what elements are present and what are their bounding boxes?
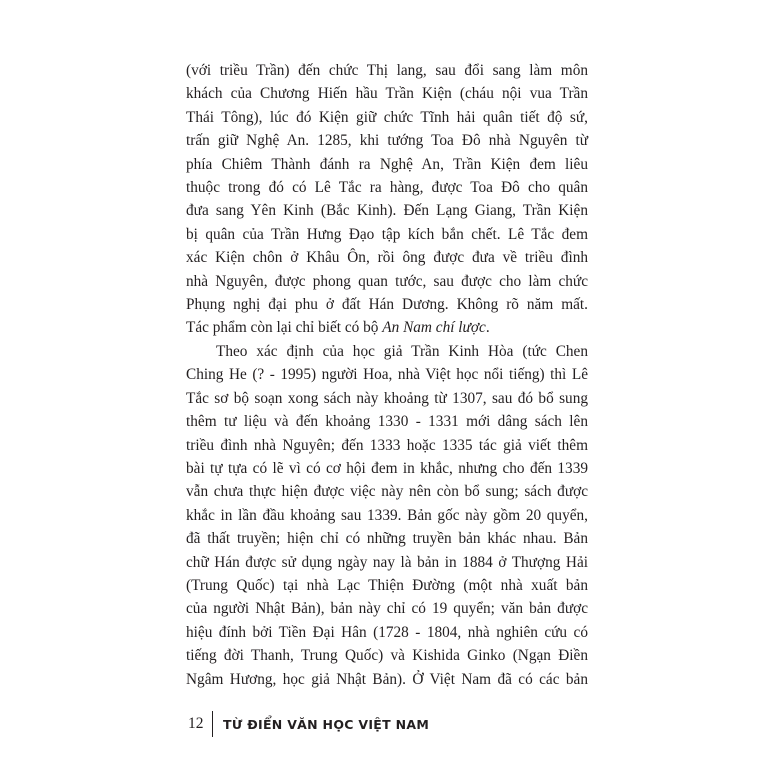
text-line: đưa sang Yên Kinh (Bắc Kinh). Đến Lạng Giang, Trần Kiện: [186, 202, 588, 220]
text-line: khắc in lần đầu khoảng sau 1339. Bản gốc này gồm 20 quyển,: [186, 506, 588, 524]
text-line: trấn giữ Nghệ An. 1285, khi tướng Toa Đô nhà Nguyên từ: [186, 132, 588, 150]
page-footer: [188, 711, 429, 737]
book-title-italic: An Nam chí lược: [382, 319, 486, 337]
paragraph-1: [186, 59, 588, 340]
text-line: khách của Chương Hiến hầu Trần Kiện (cháu nội vua Trần: [186, 85, 588, 103]
text-line: triều đình nhà Nguyên; đến 1333 hoặc 1335 tác giả viết thêm: [186, 436, 588, 454]
text-line: hiệu đính bởi Tiền Đại Hân (1728 - 1804, nhà nghiên cứu có: [186, 623, 588, 641]
text-line: Tắc sơ bộ soạn xong sách này khoảng từ 1307, sau đó bổ sung: [186, 389, 588, 407]
page-number: 12: [188, 715, 204, 732]
text-line: xác Kiện chôn ở Khâu Ôn, rồi ông được đưa về triều đình: [186, 249, 588, 267]
text-fragment: Tác phẩm còn lại chỉ biết có bộ: [186, 319, 383, 337]
text-line: đã thất truyền; hiện chỉ có những truyền bản khác nhau. Bản: [186, 530, 588, 548]
text-line: Ngâm Hương, học giả Nhật Bản). Ở Việt Nam đã có các bản: [186, 670, 588, 688]
footer-divider: [212, 711, 214, 737]
text-line: Phụng nghị đại phu ở đất Hán Dương. Không rõ năm mất.: [186, 296, 588, 314]
text-line: nhà Nguyên, được phong quan tước, sau được cho làm chức: [186, 272, 588, 290]
body-text: [186, 59, 588, 691]
text-line: chữ Hán được sử dụng ngày nay là bản in 1884 ở Thượng Hải: [186, 553, 588, 571]
text-line-indented: Theo xác định của học giả Trần Kinh Hòa (tức Chen: [216, 342, 588, 360]
text-line: bị quân của Trần Hưng Đạo tập kích bắn chết. Lê Tắc đem: [186, 225, 588, 243]
text-fragment: .: [485, 319, 490, 337]
paragraph-2: [186, 340, 588, 691]
text-line: của người Nhật Bản), bản này chỉ có 19 quyển; văn bản được: [186, 600, 588, 618]
text-line-last: [186, 316, 588, 339]
text-line: bài tự tựa có lẽ vì có cơ hội đem in khắc, nhưng cho đến 1339: [186, 459, 588, 477]
text-line: Ching He (? - 1995) người Hoa, nhà Việt học nổi tiếng) thì Lê: [186, 366, 588, 384]
running-title: TỪ ĐIỂN VĂN HỌC VIỆT NAM: [223, 716, 430, 732]
text-line: (Trung Quốc) tại nhà Lạc Thiện Đường (một nhà xuất bản: [186, 576, 588, 594]
text-line: phía Chiêm Thành đánh ra Nghệ An, Trần Kiện đem liêu: [186, 155, 588, 173]
text-line: thuộc trong đó có Lê Tắc ra hàng, được Toa Đô cho quân: [186, 179, 588, 197]
text-line: (với triều Trần) đến chức Thị lang, sau đổi sang làm môn: [186, 62, 588, 79]
text-line: thêm tư liệu và đến khoảng 1330 - 1331 mới dâng sách lên: [186, 413, 588, 431]
text-line: tiếng đời Thanh, Trung Quốc) và Kishida Ginko (Ngạn Điền: [186, 647, 588, 665]
text-line: Thái Tông), lúc đó Kiện giữ chức Tĩnh hải quân tiết độ sứ,: [186, 108, 588, 126]
text-line: vẫn chưa thực hiện được việc này nên còn bổ sung; sách được: [186, 483, 588, 501]
